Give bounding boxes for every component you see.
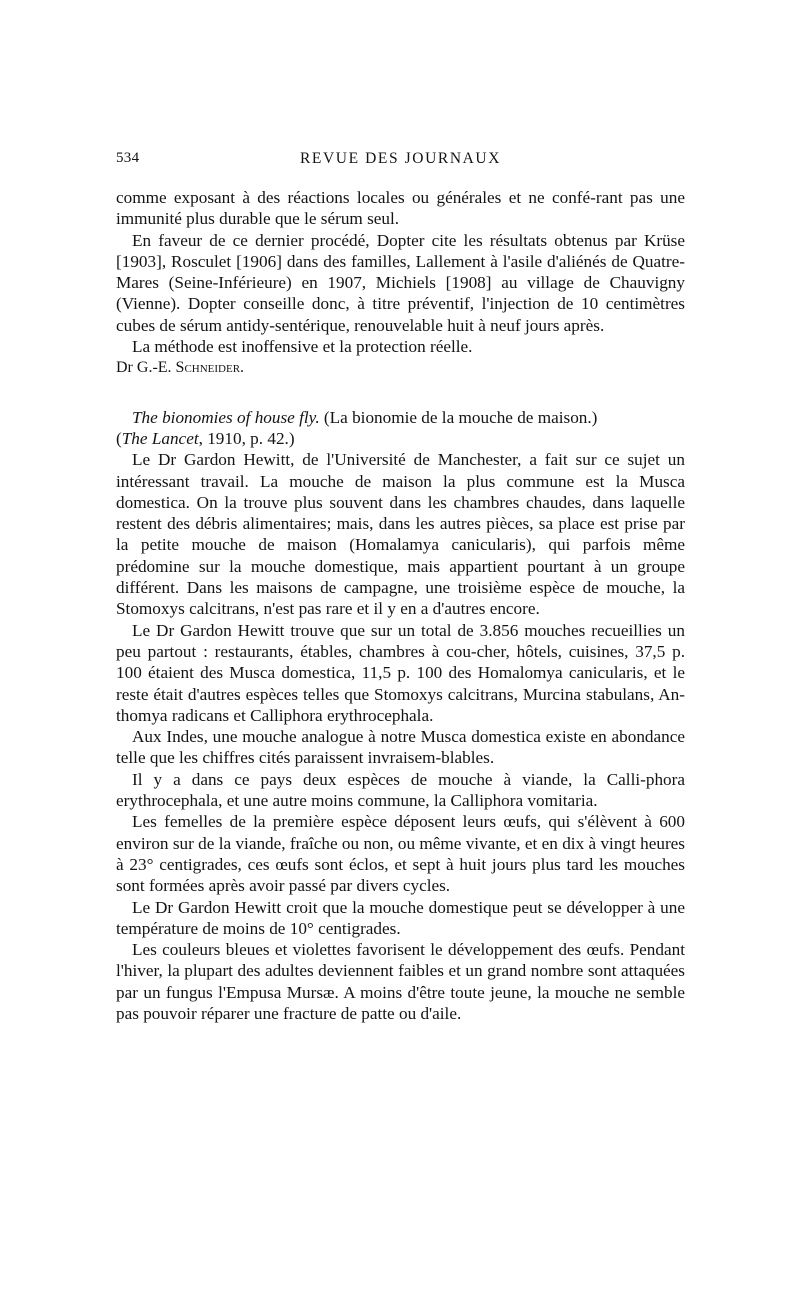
signature-name: Schneider. <box>175 359 245 377</box>
signature-prefix: Dr G.-E. <box>116 359 176 377</box>
paragraph-method: La méthode est inoffensive et la protection réelle. <box>132 337 473 357</box>
author-signature <box>116 357 685 378</box>
page-number: 534 <box>116 150 140 166</box>
article-source-details: , 1910, p. 42.) <box>198 428 295 448</box>
article-paragraph: Aux Indes, une mouche analogue à notre Musca domestica existe en abondance telle que les chiffres cités paraissent invraisem-blables. <box>116 727 685 768</box>
paragraph-dopter-results: En faveur de ce dernier procédé, Dopter cite les résultats obtenus par Krüse [1903], Rosculet [1906] dans des familles, Lallement à l'asile d'aliénés de Quatre-Mares (Seine-Inférieure) en 1907, Michiels [1908] au village de Chauvigny (Vienne). Dopter conseille donc, à titre préventif, l'injection de 10 centimètres cubes de sérum antidy-sentérique, renouvelable huit à neuf jours après. <box>116 230 685 335</box>
running-header <box>116 150 685 172</box>
article-paragraph: Il y a dans ce pays deux espèces de mouche à viande, la Calli-phora erythrocephala, et une autre moins commune, la Calliphora vomitaria. <box>116 769 685 811</box>
article-source-open: ( <box>116 428 122 448</box>
article-paragraph: Le Dr Gardon Hewitt trouve que sur un total de 3.856 mouches recueillies un peu partout : restaurants, étables, chambres à cou-cher, hôtels, cuisines, 37,5 p. 100 étaient des Musca domestica, 11,5 p. 100 des Homalomya canicularis, et le reste était d'autres espèces telles que Stomoxys calcitrans, Murcina stabulans, An-thomya radicans et Calliphora erythrocephala. <box>116 620 685 725</box>
article-title <box>116 407 685 450</box>
article-title-english: The bionomies of house fly. <box>132 407 320 427</box>
article-title-french: (La bionomie de la mouche de maison.) <box>319 407 598 427</box>
article-paragraph: Les couleurs bleues et violettes favorisent le développement des œufs. Pendant l'hiver, la plupart des adultes deviennent faibles et un grand nombre sont attaquées par un fungus l'Empusa Mursæ. A moins d'être toute jeune, la mouche ne semble pas pouvoir réparer une fracture de patte ou d'aile. <box>116 940 685 1023</box>
article-paragraph: Les femelles de la première espèce déposent leurs œufs, qui s'élèvent à 600 environ sur de la viande, fraîche ou non, ou même vivante, et en dix à vingt heures à 23° centigrades, ces œufs sont éclos, et sept à huit jours plus tard les mouches sont formées après avoir passé par divers cycles. <box>116 812 685 896</box>
article-paragraph: Le Dr Gardon Hewitt, de l'Université de Manchester, a fait sur ce sujet un intéressant travail. La mouche de maison la plus commune est la Musca domestica. On la trouve plus souvent dans les chambres chaudes, dans laquelle restent des débris alimentaires; mais, dans les autres pièces, sa place est prise par la petite mouche de maison (Homalamya canicularis), qui parfois même prédomine sur la mouche domestique, mais appartient pourtant à un groupe différent. Dans les maisons de campagne, une troisième espèce de mouche, la Stomoxys calcitrans, n'est pas rare et il y en a d'autres encore. <box>116 450 685 619</box>
article-paragraph: Le Dr Gardon Hewitt croit que la mouche domestique peut se développer à une température de moins de 10° centigrades. <box>116 897 685 938</box>
body-column <box>116 187 685 1024</box>
article-source-journal: The Lancet <box>121 428 199 448</box>
running-title: REVUE DES JOURNAUX <box>299 150 502 167</box>
paragraph-continuation: comme exposant à des réactions locales ou générales et ne confé-rant pas une immunité plus durable que le sérum seul. <box>116 188 685 229</box>
